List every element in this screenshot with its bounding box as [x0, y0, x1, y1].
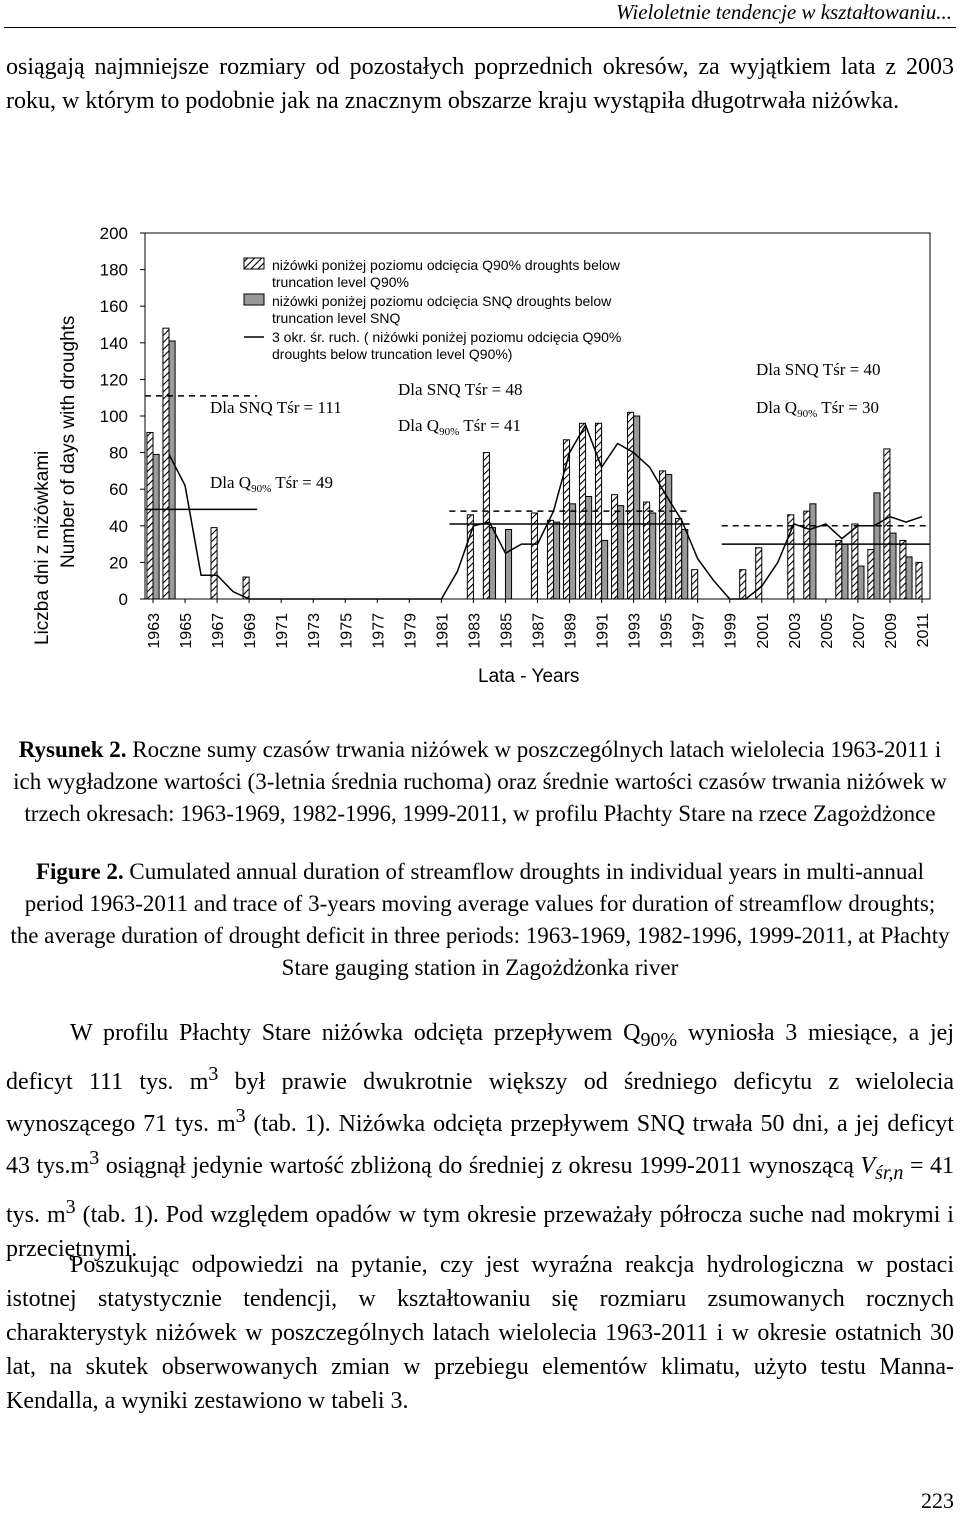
bar-snq-2007	[858, 566, 864, 599]
x-tick-label: 1977	[370, 613, 388, 649]
x-tick-label: 1991	[594, 613, 612, 649]
annotation-snq-1963-1969: Dla SNQ Tśr = 111	[210, 398, 342, 417]
x-tick-label: 1997	[690, 613, 708, 649]
bar-snq-1996	[682, 529, 688, 599]
bar-snq-1992	[618, 506, 624, 599]
bar-q90-1992	[612, 495, 618, 599]
legend-label-q90: niżówki poniżej poziomu odcięcia Q90% droughts below	[272, 257, 620, 273]
intro-paragraph: osiągają najmniejsze rozmiary od pozostałych poprzednich okresów, za wyjątkiem lata z 2003 roku, w którym to podobnie jak na znacznym obszarze kraju wystąpiła długotrwała niżówka.	[6, 54, 954, 114]
caption-label-en: Figure 2.	[35, 859, 124, 884]
y-axis-label-pl: Liczba dni z niżówkami	[32, 450, 53, 645]
bar-q90-2011	[916, 562, 922, 599]
bar-q90-2006	[836, 540, 842, 599]
figure-caption-en	[8, 856, 952, 984]
bar-q90-1967	[211, 528, 217, 599]
y-tick-label: 160	[99, 297, 128, 317]
bar-q90-1993	[628, 412, 634, 599]
bar-q90-1996	[676, 518, 682, 599]
annotation-q90-1999-2011: Dla $Q_{90\%}$ Tśr = 30	[756, 398, 879, 420]
x-tick-label: 2007	[850, 613, 868, 649]
body-paragraph-2: Poszukując odpowiedzi na pytanie, czy jest wyraźna reakcja hydrologiczna w postaci istotnej statystycznie tendencji, w kształtowaniu się rozmiaru zsumowanych rocznych charakterystyk niżówek w poszczególnych latach wielolecia 1963-2011 i w okresie ostatnich 30 lat, na skutek obserwowanych zmian w przebiegu elementów klimatu, użyto testu Manna-Kendalla, a wyniki zestawiono w tabeli 3.	[6, 1252, 954, 1414]
header-rule	[4, 27, 956, 28]
x-tick-label: 1989	[562, 613, 580, 649]
x-tick-label: 1987	[530, 613, 548, 649]
bar-snq-1985	[505, 529, 511, 599]
x-tick-label: 1995	[658, 613, 676, 649]
figure-chart	[0, 215, 960, 695]
x-tick-label: 1993	[626, 613, 644, 649]
running-header: Wieloletnie tendencje w kształtowaniu...	[616, 0, 952, 24]
bar-q90-1988	[547, 520, 553, 599]
y-tick-label: 200	[99, 224, 128, 243]
legend-label-q90-cont: truncation level Q90%	[272, 274, 409, 290]
x-tick-label: 1999	[722, 613, 740, 649]
bar-snq-1995	[666, 475, 672, 599]
bar-q90-1997	[692, 570, 698, 599]
legend-label-moving-avg: 3 okr. śr. ruch. ( niżówki poniżej poziomu odcięcia Q90%	[272, 329, 622, 345]
body-paragraph-1: W profilu Płachty Stare niżówka odcięta przepływem $Q_{90\%}$ wyniosła 3 miesiące, a jej deficyt 111 tys. $m^3$ był prawie dwukrotnie większy od średniego deficytu z wielolecia wynoszącego 71 tys. $m^3$ (tab. 1). Niżówka odcięta przepływem SNQ trwała 50 dni, a jej deficyt 43 $tys.m^3$ osiągnął jedynie wartość zbliżoną do średniej z okresu 1999-2011 wynoszącą $V_{śr,n} = 41$ tys. $m^3$ (tab. 1). Pod względem opadów w tym okresie przeważały półrocza suche nad mokrymi i przeciętnymi.	[6, 1020, 955, 1262]
y-tick-label: 80	[109, 443, 128, 463]
bar-q90-1963	[147, 432, 153, 599]
bar-q90-2008	[868, 550, 874, 599]
bar-snq-1991	[602, 540, 608, 599]
bar-snq-1988	[554, 522, 560, 599]
y-tick-label: 40	[109, 516, 128, 536]
bar-snq-1993	[634, 416, 640, 599]
bar-snq-1984	[489, 528, 495, 599]
bar-snq-1963	[153, 454, 159, 599]
legend-swatch-gray	[244, 294, 264, 305]
x-tick-label: 2011	[914, 613, 932, 648]
annotation-snq-1982-1996: Dla SNQ Tśr = 48	[398, 380, 523, 399]
x-tick-label: 2003	[786, 613, 804, 649]
x-tick-label: 1967	[210, 613, 228, 649]
x-tick-label: 2001	[754, 613, 772, 649]
y-tick-label: 0	[118, 590, 128, 609]
bar-q90-2001	[756, 548, 762, 599]
annotation-snq-1999-2011: Dla SNQ Tśr = 40	[756, 360, 881, 379]
x-tick-label: 1985	[498, 613, 516, 649]
x-tick-label: 1971	[274, 613, 292, 649]
bar-q90-1987	[531, 513, 537, 599]
y-tick-label: 180	[99, 260, 128, 280]
bar-snq-2009	[890, 533, 896, 599]
caption-label-pl: Rysunek 2.	[18, 737, 127, 762]
x-tick-label: 1969	[242, 613, 260, 649]
legend-label-snq: niżówki poniżej poziomu odcięcia SNQ droughts below	[272, 293, 612, 309]
chart-legend	[244, 257, 621, 362]
bar-q90-1964	[163, 328, 169, 599]
x-tick-label: 1975	[338, 613, 356, 649]
x-tick-label: 1983	[466, 613, 484, 649]
legend-label-moving-avg-cont: droughts below truncation level Q90%)	[272, 346, 513, 362]
bar-q90-2010	[900, 540, 906, 599]
x-tick-label: 1981	[434, 613, 452, 649]
bar-snq-2010	[906, 557, 912, 599]
y-tick-label: 140	[99, 333, 128, 353]
x-tick-label: 1973	[306, 613, 324, 649]
y-tick-label: 100	[99, 407, 128, 426]
x-tick-label: 1979	[402, 613, 420, 649]
legend-label-snq-cont: truncation level SNQ	[272, 310, 401, 326]
drought-duration-chart	[0, 215, 960, 695]
x-tick-label: 2005	[818, 613, 836, 649]
bar-q90-2007	[852, 524, 858, 599]
caption-text-en: Cumulated annual duration of streamflow droughts in individual years in multi-annual period 1963-2011 and trace of 3-years moving average values for duration of streamflow droughts; the average duration of drought deficit in three periods: 1963-1969, 1982-1996, 1999-2011, at Płachty Stare gauging station in Zagożdżonka river	[10, 859, 950, 980]
bar-snq-2008	[874, 493, 880, 599]
bar-snq-1964	[169, 341, 175, 599]
bar-q90-1969	[243, 577, 249, 599]
legend-swatch-hatched	[244, 258, 264, 269]
bar-q90-2000	[740, 570, 746, 599]
bar-q90-2009	[884, 449, 890, 599]
x-tick-label: 2009	[882, 613, 900, 649]
annotation-q90-1963-1969: Dla $Q_{90\%}$ Tśr = 49	[210, 473, 333, 495]
y-axis-label-en: Number of days with droughts	[58, 315, 79, 568]
y-tick-label: 60	[109, 480, 128, 500]
bar-q90-2004	[804, 511, 810, 599]
bar-snq-1994	[650, 513, 656, 599]
x-axis-label: Lata - Years	[478, 666, 580, 687]
bar-snq-1989	[570, 504, 576, 599]
y-tick-label: 120	[99, 370, 128, 390]
page-number: 223	[921, 1488, 954, 1513]
y-tick-label: 20	[109, 553, 128, 573]
x-tick-label: 1963	[146, 613, 164, 649]
x-tick-label: 1965	[178, 613, 196, 649]
annotation-q90-1982-1996: Dla $Q_{90\%}$ Tśr = 41	[398, 416, 521, 438]
bar-snq-2006	[842, 544, 848, 599]
caption-text-pl: Roczne sumy czasów trwania niżówek w poszczególnych latach wielolecia 1963-2011 i ich wygładzone wartości (3-letnia średnia ruchoma) oraz średnie wartości czasów trwania niżówek w trzech okresach: 1963-1969, 1982-1996, 1999-2011, w profilu Płachty Stare na rzece Zagożdżonce	[13, 737, 947, 826]
figure-caption-pl	[8, 734, 952, 830]
bar-q90-1994	[644, 502, 650, 599]
bar-snq-2004	[810, 504, 816, 599]
bar-q90-1984	[483, 453, 489, 599]
